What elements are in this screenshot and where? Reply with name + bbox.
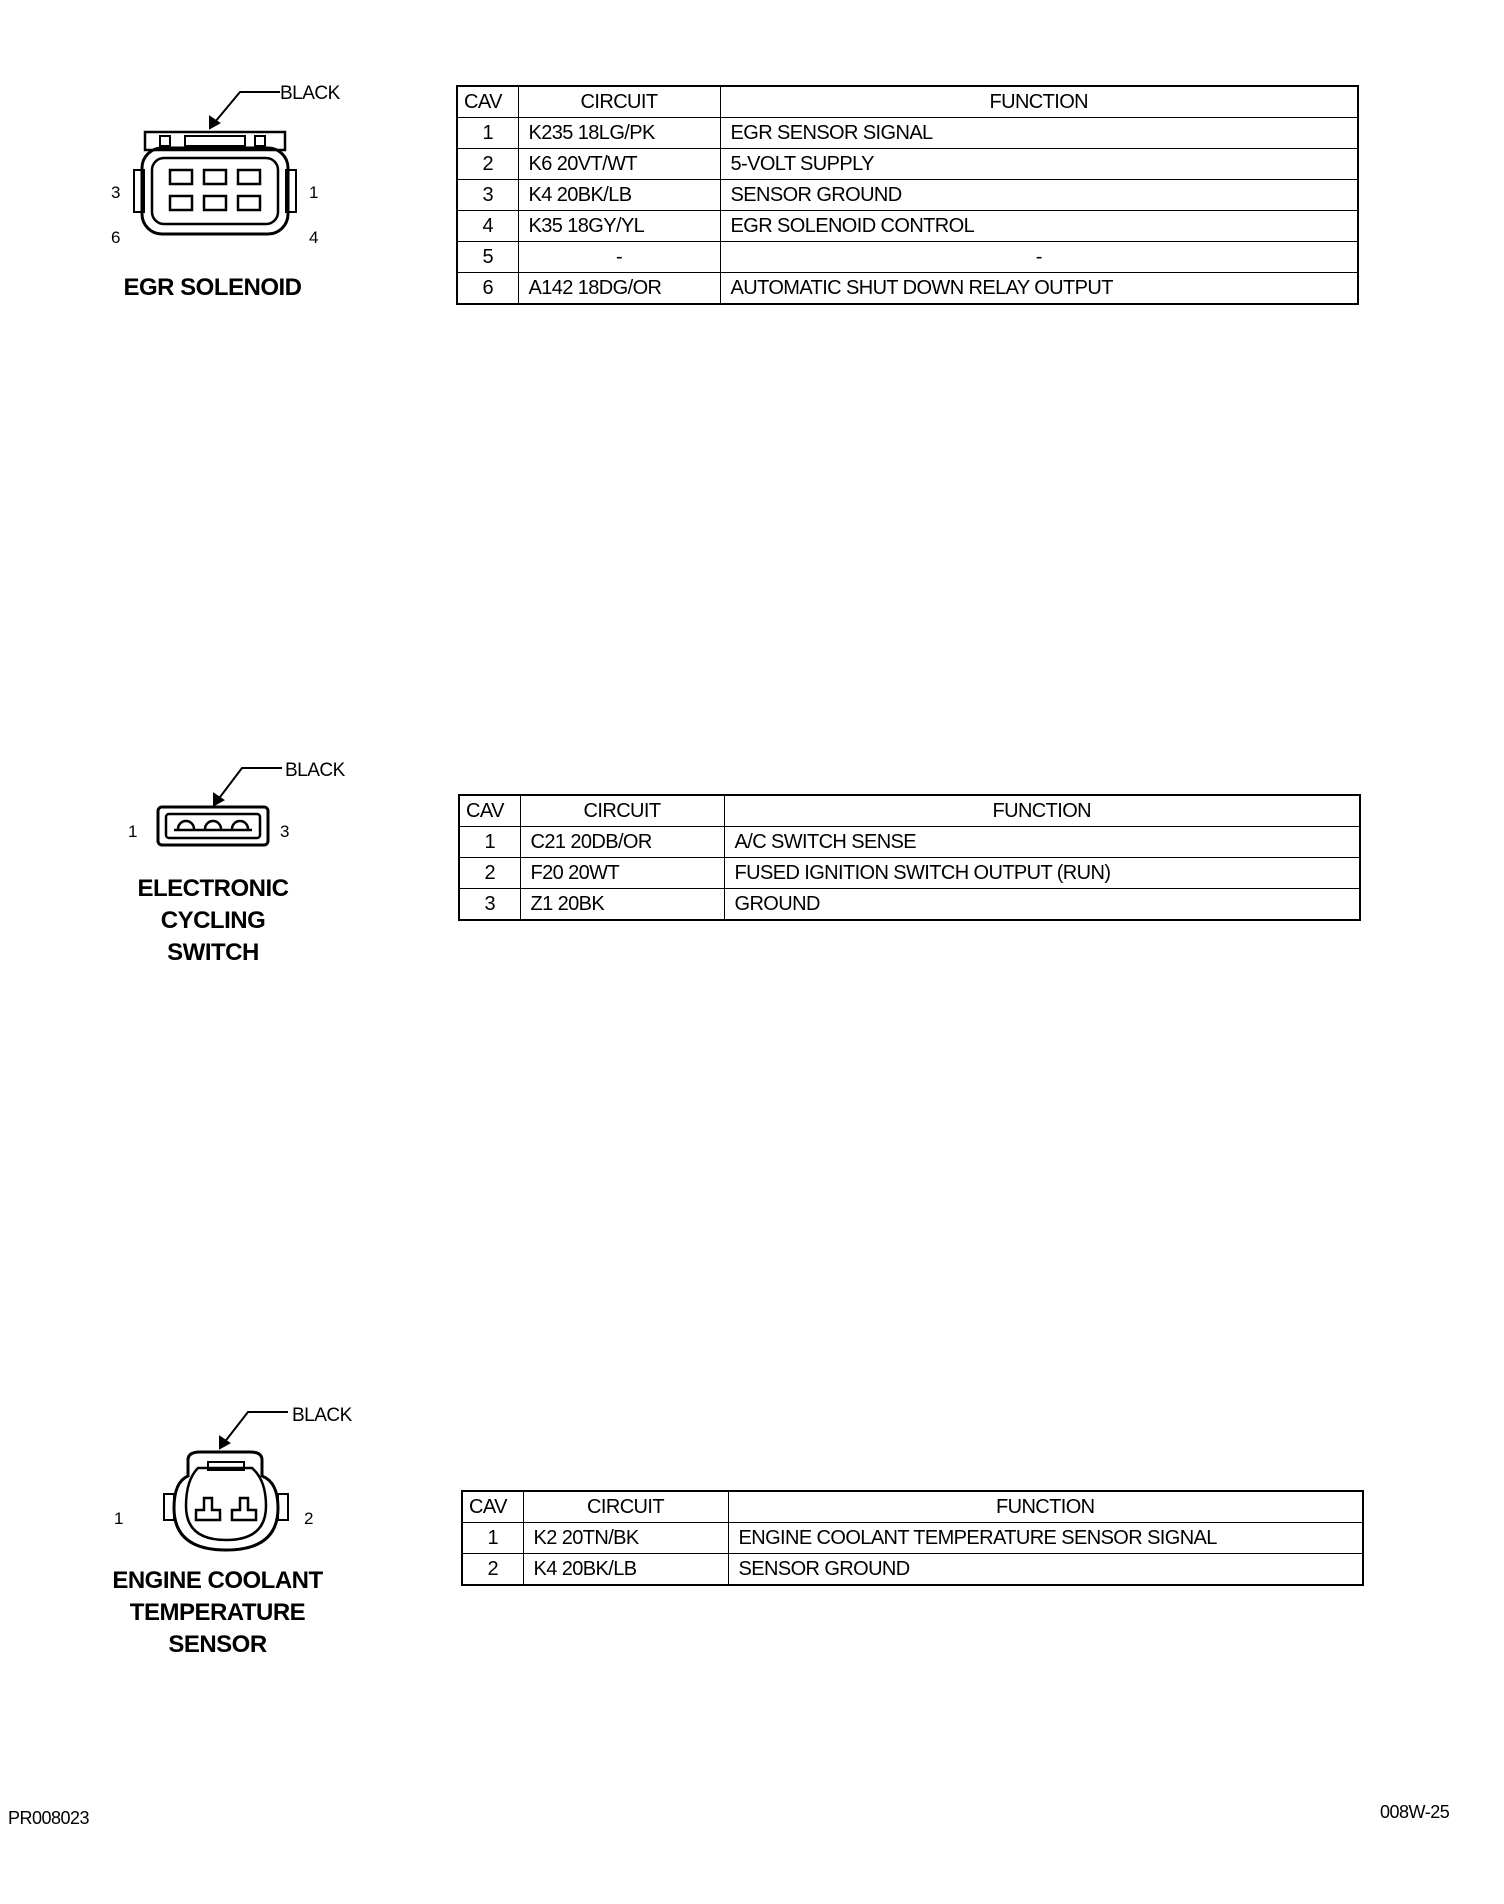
cav-cell: 4 <box>457 211 518 242</box>
electronic-cycling-switch-pinout-table <box>458 794 1361 921</box>
title-line: SENSOR <box>168 1631 267 1658</box>
title-line: SWITCH <box>167 939 259 966</box>
table-row <box>457 242 1358 273</box>
table-row <box>457 273 1358 305</box>
function-header: FUNCTION <box>720 86 1358 118</box>
circuit-cell: F20 20WT <box>520 858 724 889</box>
connector-title <box>98 873 328 969</box>
pin-label: 6 <box>111 228 121 247</box>
circuit-cell: A142 18DG/OR <box>518 273 720 305</box>
title-line: ENGINE COOLANT <box>112 1567 323 1594</box>
cav-cell: 2 <box>462 1554 523 1586</box>
function-cell: ENGINE COOLANT TEMPERATURE SENSOR SIGNAL <box>728 1523 1363 1554</box>
table-row <box>459 889 1360 921</box>
engine-coolant-temperature-sensor-connector-icon <box>140 1400 330 1580</box>
table-row <box>457 180 1358 211</box>
table-row <box>457 211 1358 242</box>
table-row <box>457 118 1358 149</box>
table-row <box>457 149 1358 180</box>
title-line: ELECTRONIC <box>137 875 289 902</box>
cav-cell: 3 <box>457 180 518 211</box>
circuit-cell: K4 20BK/LB <box>518 180 720 211</box>
pin-label: 4 <box>309 228 319 247</box>
pin-label: 1 <box>128 822 138 841</box>
pin-label: 1 <box>114 1509 124 1528</box>
pin-label: 2 <box>304 1509 314 1528</box>
table-header-row <box>457 86 1358 118</box>
circuit-cell: - <box>518 242 720 273</box>
function-cell: SENSOR GROUND <box>720 180 1358 211</box>
pin-label: 3 <box>111 183 121 202</box>
function-cell: EGR SOLENOID CONTROL <box>720 211 1358 242</box>
circuit-cell: K4 20BK/LB <box>523 1554 728 1586</box>
circuit-cell: K35 18GY/YL <box>518 211 720 242</box>
function-header: FUNCTION <box>724 795 1360 827</box>
electronic-cycling-switch-connector-icon <box>150 755 320 865</box>
function-cell: EGR SENSOR SIGNAL <box>720 118 1358 149</box>
cav-cell: 6 <box>457 273 518 305</box>
title-line: CYCLING <box>160 907 266 934</box>
cav-header: CAV <box>459 795 520 827</box>
function-cell: AUTOMATIC SHUT DOWN RELAY OUTPUT <box>720 273 1358 305</box>
connector-title <box>85 1565 350 1661</box>
function-cell: - <box>720 242 1358 273</box>
function-cell: FUSED IGNITION SWITCH OUTPUT (RUN) <box>724 858 1360 889</box>
pin-label: 1 <box>309 183 319 202</box>
table-header-row <box>459 795 1360 827</box>
cav-cell: 2 <box>457 149 518 180</box>
cav-cell: 5 <box>457 242 518 273</box>
function-cell: SENSOR GROUND <box>728 1554 1363 1586</box>
pin-label: 3 <box>280 822 290 841</box>
title-line: TEMPERATURE <box>129 1599 306 1626</box>
function-cell: GROUND <box>724 889 1360 921</box>
function-cell: 5-VOLT SUPPLY <box>720 149 1358 180</box>
cav-cell: 1 <box>459 827 520 858</box>
table-header-row <box>462 1491 1363 1523</box>
function-cell: A/C SWITCH SENSE <box>724 827 1360 858</box>
cav-header: CAV <box>457 86 518 118</box>
circuit-cell: Z1 20BK <box>520 889 724 921</box>
circuit-cell: K6 20VT/WT <box>518 149 720 180</box>
connector-color-label: BLACK <box>285 760 345 781</box>
connector-title: EGR SOLENOID <box>123 274 302 301</box>
connector-color-label: BLACK <box>280 83 340 104</box>
circuit-header: CIRCUIT <box>520 795 724 827</box>
footer-left-code: PR008023 <box>8 1808 90 1828</box>
table-row <box>462 1523 1363 1554</box>
cav-cell: 2 <box>459 858 520 889</box>
cav-cell: 1 <box>457 118 518 149</box>
cav-cell: 1 <box>462 1523 523 1554</box>
egr-solenoid-connector-icon <box>130 80 330 260</box>
circuit-cell: C21 20DB/OR <box>520 827 724 858</box>
circuit-cell: K2 20TN/BK <box>523 1523 728 1554</box>
egr-solenoid-pinout-table <box>456 85 1359 305</box>
engine-coolant-temperature-sensor-pinout-table <box>461 1490 1364 1586</box>
table-row <box>459 858 1360 889</box>
function-header: FUNCTION <box>728 1491 1363 1523</box>
cav-cell: 3 <box>459 889 520 921</box>
circuit-header: CIRCUIT <box>523 1491 728 1523</box>
circuit-cell: K235 18LG/PK <box>518 118 720 149</box>
table-row <box>462 1554 1363 1586</box>
connector-color-label: BLACK <box>292 1405 352 1426</box>
circuit-header: CIRCUIT <box>518 86 720 118</box>
table-row <box>459 827 1360 858</box>
cav-header: CAV <box>462 1491 523 1523</box>
footer-right-code: 008W-25 <box>1380 1802 1450 1822</box>
